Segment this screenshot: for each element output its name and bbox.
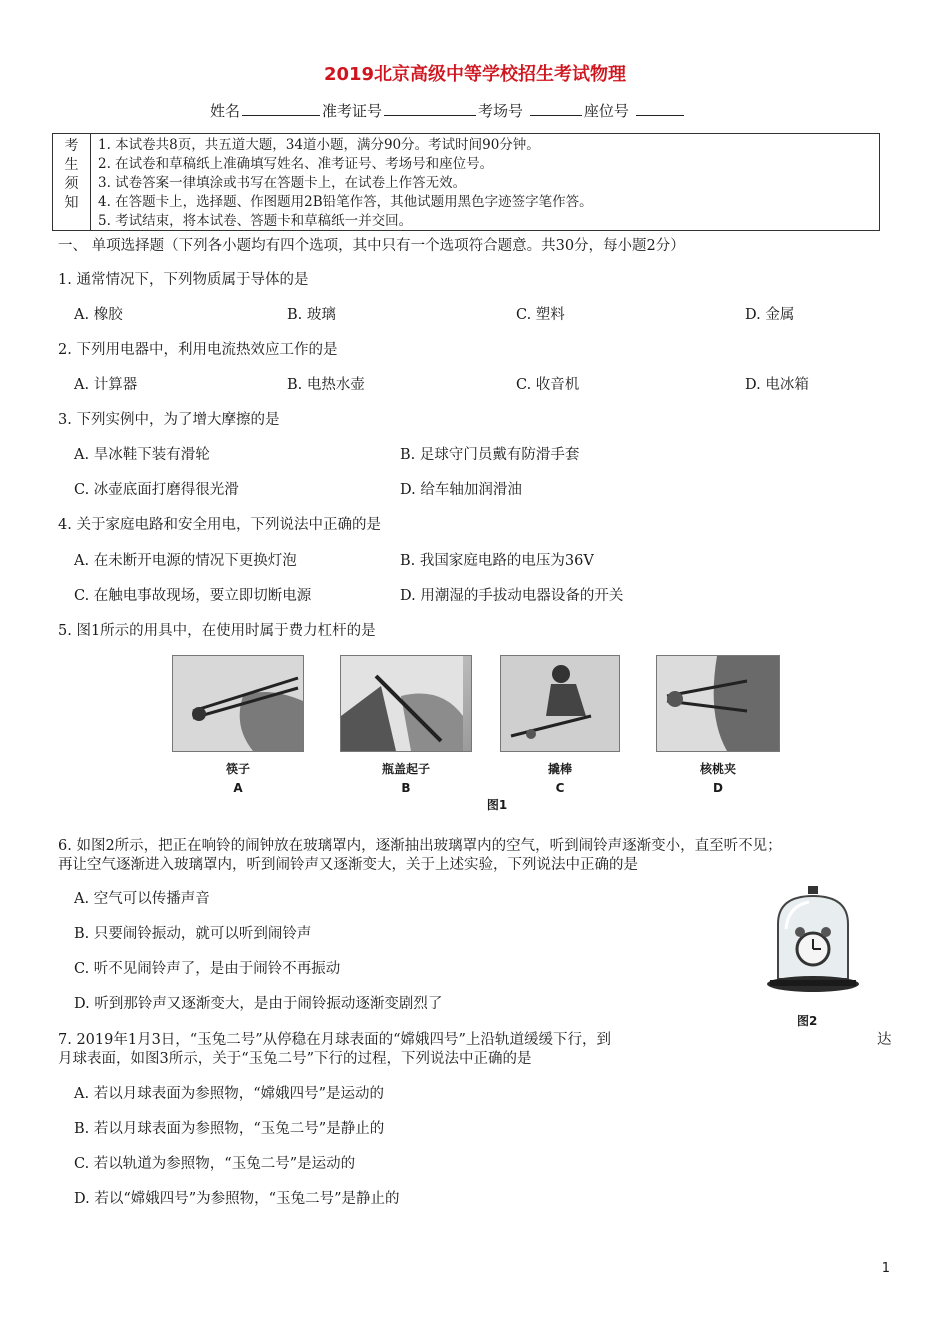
figure-1-letter-b: B	[401, 781, 411, 795]
question-4-stem: 4. 关于家庭电路和安全用电，下列说法中正确的是	[58, 517, 381, 533]
exam-notice-box	[52, 133, 880, 231]
exam-id-blank	[384, 101, 476, 116]
bottle-opener-photo	[340, 655, 472, 752]
figure-1-caption-a: 筷子	[225, 762, 250, 776]
figure-1-label: 图1	[486, 798, 508, 812]
question-2-stem: 2. 下列用电器中，利用电流热效应工作的是	[58, 342, 338, 358]
crowbar-photo	[500, 655, 620, 752]
figure-1-letter-d: D	[713, 781, 723, 795]
q6-option-c: C. 听不见闹铃声了，是由于闹铃不再振动	[74, 961, 341, 977]
page-title: 2019北京高级中等学校招生考试物理	[323, 64, 627, 85]
q4-option-a: A. 在未断开电源的情况下更换灯泡	[74, 553, 297, 569]
q2-option-d: D. 电冰箱	[745, 377, 809, 393]
figure-1-letter-a: A	[233, 781, 243, 795]
notice-item: 3. 试卷答案一律填涂或书写在答题卡上，在试卷上作答无效。	[98, 175, 467, 191]
notice-side-char: 须	[64, 176, 79, 192]
q4-option-d: D. 用潮湿的手拔动电器设备的开关	[400, 588, 624, 604]
q3-option-c: C. 冰壶底面打磨得很光滑	[74, 482, 239, 498]
question-1-stem: 1. 通常情况下，下列物质属于导体的是	[58, 272, 309, 288]
question-6-stem-line2: 再让空气逐渐进入玻璃罩内，听到闹铃声又逐渐变大，关于上述实验，下列说法中正确的是	[58, 857, 638, 873]
q7-option-d: D. 若以“嫦娥四号”为参照物，“玉兔二号”是静止的	[74, 1191, 400, 1207]
q6-option-d: D. 听到那铃声又逐渐变大，是由于闹铃振动逐渐变剧烈了	[74, 996, 443, 1012]
seat-label: 座位号	[583, 102, 629, 120]
question-3-stem: 3. 下列实例中，为了增大摩擦的是	[58, 412, 280, 428]
q7-option-b: B. 若以月球表面为参照物，“玉兔二号”是静止的	[74, 1121, 385, 1137]
q4-option-b: B. 我国家庭电路的电压为36V	[400, 553, 594, 569]
question-5-stem: 5. 图1所示的用具中，在使用时属于费力杠杆的是	[58, 623, 376, 639]
notice-side-char: 考	[64, 138, 79, 154]
notice-item: 5. 考试结束，将本试卷、答题卡和草稿纸一并交回。	[98, 213, 413, 229]
notice-side-char: 知	[64, 195, 79, 211]
bell-jar-illustration	[764, 884, 862, 1014]
candidate-info-line	[210, 100, 686, 121]
notice-item: 1. 本试卷共8页，共五道大题，34道小题，满分90分。考试时间90分钟。	[98, 137, 540, 153]
q1-option-b: B. 玻璃	[287, 307, 336, 323]
q7-option-c: C. 若以轨道为参照物，“玉兔二号”是运动的	[74, 1156, 356, 1172]
q2-option-c: C. 收音机	[516, 377, 580, 393]
q3-option-d: D. 给车轴加润滑油	[400, 482, 522, 498]
q2-option-a: A. 计算器	[74, 377, 138, 393]
question-7-stem-line1: 7. 2019年1月3日，“玉兔二号”从停稳在月球表面的“嫦娥四号”上沿轨道缓缓下行，到	[58, 1032, 611, 1048]
room-blank	[530, 101, 582, 116]
notice-side-label	[53, 134, 91, 230]
figure-1	[172, 655, 792, 812]
notice-side-char: 生	[64, 157, 79, 173]
figure-2-bell-jar	[764, 884, 862, 1014]
exam-id-label: 准考证号	[322, 102, 383, 120]
q2-option-b: B. 电热水壶	[287, 377, 365, 393]
chopsticks-photo	[172, 655, 304, 752]
room-label: 考场号	[478, 102, 524, 120]
question-7-stem-line2: 月球表面，如图3所示，关于“玉兔二号”下行的过程，下列说法中正确的是	[58, 1051, 532, 1067]
q3-option-b: B. 足球守门员戴有防滑手套	[400, 447, 580, 463]
q1-option-a: A. 橡胶	[74, 307, 123, 323]
figure-1-caption-b: 瓶盖起子	[381, 762, 430, 776]
notice-item: 4. 在答题卡上，选择题、作图题用2B铅笔作答，其他试题用黑色字迹签字笔作答。	[98, 194, 593, 210]
seat-blank	[636, 101, 684, 116]
q3-option-a: A. 旱冰鞋下装有滑轮	[74, 447, 210, 463]
q1-option-c: C. 塑料	[516, 307, 565, 323]
q6-option-a: A. 空气可以传播声音	[74, 891, 210, 907]
notice-items	[98, 136, 593, 231]
name-blank	[242, 101, 320, 116]
figure-2-label: 图2	[797, 1014, 818, 1028]
notice-item: 2. 在试卷和草稿纸上准确填写姓名、准考证号、考场号和座位号。	[98, 156, 494, 172]
q6-option-b: B. 只要闹铃振动，就可以听到闹铃声	[74, 926, 312, 942]
page-number: 1	[881, 1261, 890, 1276]
q7-option-a: A. 若以月球表面为参照物，“嫦娥四号”是运动的	[74, 1086, 385, 1102]
figure-1-letter-c: C	[555, 781, 565, 795]
question-6-stem-line1: 6. 如图2所示，把正在响铃的闹钟放在玻璃罩内，逐渐抽出玻璃罩内的空气，听到闹铃声逐渐变小，直至听不见；	[58, 838, 782, 854]
q4-option-c: C. 在触电事故现场，要立即切断电源	[74, 588, 312, 604]
figure-1-caption-c: 撬棒	[547, 762, 572, 776]
q1-option-d: D. 金属	[745, 307, 795, 323]
name-label: 姓名	[210, 102, 241, 120]
section-heading: 一、 单项选择题（下列各小题均有四个选项，其中只有一个选项符合题意。共30分，每小题2分）	[58, 238, 685, 254]
nutcracker-photo	[656, 655, 780, 752]
figure-1-caption-d: 核桃夹	[699, 762, 736, 776]
question-7-stem-line1-end: 达	[877, 1032, 892, 1048]
